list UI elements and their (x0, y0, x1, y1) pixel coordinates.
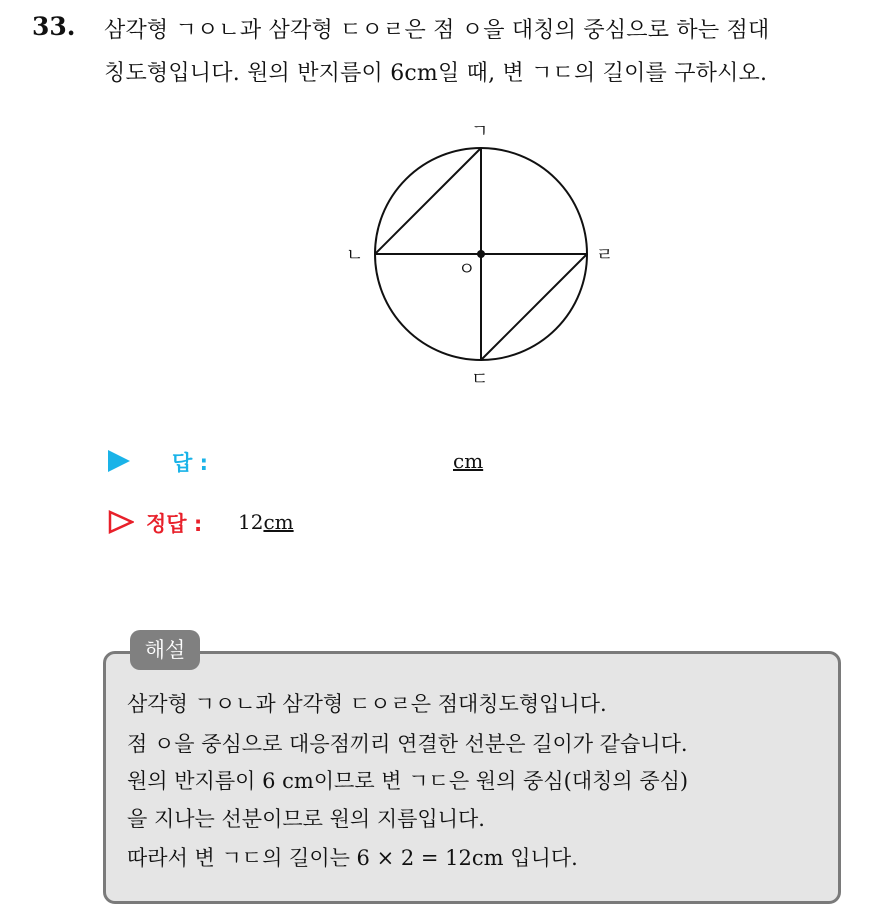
explanation-line-5: 따라서 변 ㄱㄷ의 길이는 6 × 2 = 12cm 입니다. (127, 846, 578, 870)
question-text-line-1: 삼각형 ㄱㅇㄴ과 삼각형 ㄷㅇㄹ은 점 ㅇ을 대칭의 중심으로 하는 점대 (104, 18, 770, 43)
correct-answer-value (238, 510, 294, 534)
label-top: ㄱ (471, 121, 489, 142)
play-triangle-icon (108, 450, 130, 472)
label-left: ㄴ (346, 245, 364, 266)
explanation-line-3: 원의 반지름이 6 cm이므로 변 ㄱㄷ은 원의 중심(대칭의 중심) (127, 769, 689, 793)
circle-figure (330, 115, 630, 395)
segment-right-bottom (481, 254, 587, 360)
explanation-line-2: 점 ㅇ을 중심으로 대응점끼리 연결한 선분은 길이가 같습니다. (127, 732, 688, 756)
answer-label: 답 : (172, 451, 208, 475)
explanation-line-4: 을 지나는 선분이므로 원의 지름입니다. (127, 807, 485, 831)
answer-unit: cm (453, 449, 484, 473)
label-right: ㄹ (596, 245, 614, 266)
label-center: ㅇ (458, 259, 476, 280)
correct-value-number: 12 (238, 510, 264, 534)
label-bottom: ㄷ (471, 369, 489, 390)
center-point (477, 250, 485, 258)
correct-value-unit: cm (263, 510, 294, 534)
correct-answer-label: 정답 : (146, 512, 203, 536)
outline-triangle-icon (108, 510, 134, 534)
question-number: 33. (32, 12, 76, 41)
explanation-tag: 해설 (130, 630, 200, 670)
explanation-line-1: 삼각형 ㄱㅇㄴ과 삼각형 ㄷㅇㄹ은 점대칭도형입니다. (127, 692, 607, 716)
segment-left-top (375, 148, 481, 254)
question-text-line-2: 칭도형입니다. 원의 반지름이 6cm일 때, 변 ㄱㄷ의 길이를 구하시오. (104, 61, 768, 86)
answer-row (108, 447, 484, 475)
